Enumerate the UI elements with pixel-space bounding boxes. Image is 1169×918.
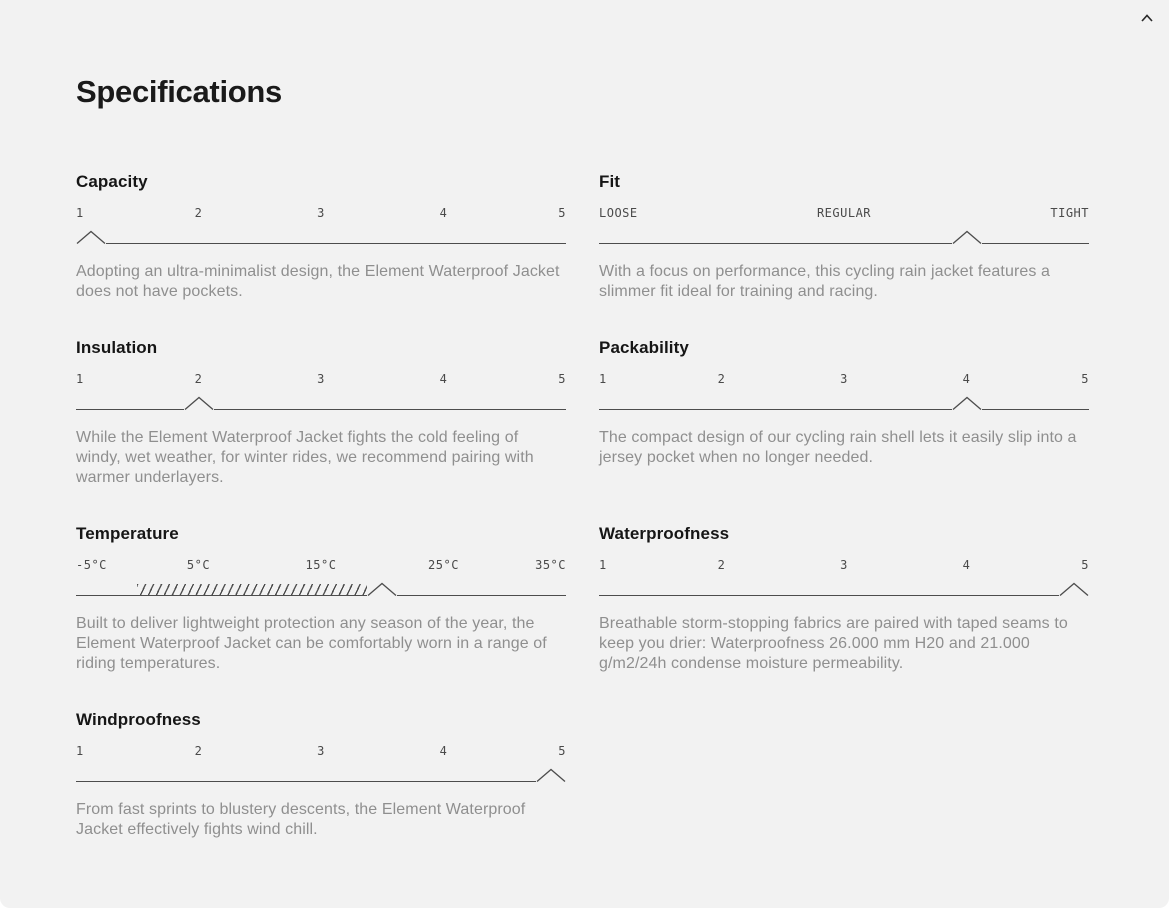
- spec-label: Temperature: [76, 524, 179, 543]
- spec-description: The compact design of our cycling rain shell lets it easily slip into a jersey pocket when no longer needed.: [599, 429, 1077, 466]
- scale-ticks: [599, 206, 1089, 221]
- spec-label: Fit: [599, 172, 621, 191]
- tick-label: 3: [317, 744, 325, 758]
- tick-label: 25°C: [428, 558, 459, 572]
- scale-ticks: [76, 744, 566, 759]
- tick-label: 3: [317, 372, 325, 386]
- tick-label: -5°C: [76, 558, 107, 572]
- scale-ticks: [76, 558, 566, 573]
- scale-ticks: [76, 372, 566, 387]
- slider-track: [76, 230, 566, 244]
- spec-label: Insulation: [76, 338, 158, 357]
- spec-description: Breathable storm-stopping fabrics are paired with taped seams to keep you drier: Waterproofness 26.000 mm H20 and 21.000 g/m2/24h condense moisture permeability.: [599, 615, 1068, 672]
- tick-label: 4: [962, 372, 971, 386]
- tick-label: 2: [717, 372, 726, 386]
- spec-description: Built to deliver lightweight protection any season of the year, the Element Waterproof Jacket can be comfortably worn in a range of riding temperatures.: [76, 615, 547, 672]
- slider-track: [76, 582, 566, 596]
- spec-description: With a focus on performance, this cycling rain jacket features a slimmer fit ideal for training and racing.: [599, 263, 1051, 300]
- spec-description: While the Element Waterproof Jacket fights the cold feeling of windy, wet weather, for winter rides, we recommend pairing with warmer underlayers.: [76, 429, 534, 486]
- tick-label: LOOSE: [599, 206, 638, 220]
- spec-description: From fast sprints to blustery descents, the Element Waterproof Jacket effectively fights wind chill.: [76, 801, 526, 838]
- tick-label: 4: [439, 372, 448, 386]
- spec-block-capacity: [76, 172, 566, 302]
- specs-grid: [76, 172, 1089, 840]
- tick-label: REGULAR: [816, 206, 872, 220]
- tick-label: 1: [76, 206, 84, 220]
- tick-label: 3: [317, 206, 325, 220]
- tick-label: 3: [840, 372, 848, 386]
- spec-description: Adopting an ultra-minimalist design, the Element Waterproof Jacket does not have pockets.: [76, 263, 560, 300]
- tick-label: 4: [439, 744, 448, 758]
- spec-block-windproofness: [76, 710, 566, 840]
- tick-label: 2: [194, 744, 203, 758]
- collapse-section-button[interactable]: [1135, 6, 1159, 30]
- tick-label: 1: [76, 744, 84, 758]
- spec-block-packability: [599, 338, 1089, 488]
- slider-track: [599, 396, 1089, 410]
- scale-ticks: [599, 372, 1089, 387]
- tick-label: 35°C: [535, 558, 566, 572]
- scale-ticks: [599, 558, 1089, 573]
- slider-track: [599, 582, 1089, 596]
- tick-label: 5: [1081, 558, 1089, 572]
- tick-label: 1: [76, 372, 84, 386]
- tick-label: 1: [599, 372, 607, 386]
- tick-label: 4: [439, 206, 448, 220]
- marker-caret-icon: [952, 230, 982, 244]
- spec-label: Packability: [599, 338, 689, 357]
- marker-caret-icon: [184, 396, 214, 410]
- tick-label: 5: [558, 744, 566, 758]
- tick-label: 2: [717, 558, 726, 572]
- spec-block-fit: [599, 172, 1089, 302]
- spec-block-insulation: [76, 338, 566, 488]
- slider-track: [76, 396, 566, 410]
- chevron-up-icon: [1139, 12, 1155, 24]
- scale-ticks: [76, 206, 566, 221]
- tick-label: 5°C: [186, 558, 211, 572]
- marker-caret-icon: [536, 768, 566, 782]
- tick-label: TIGHT: [1050, 206, 1089, 220]
- spec-label: Capacity: [76, 172, 148, 191]
- tick-label: 1: [599, 558, 607, 572]
- tick-label: 2: [194, 206, 203, 220]
- range-hatch: [137, 584, 368, 595]
- slider-track: [76, 768, 566, 782]
- tick-label: 3: [840, 558, 848, 572]
- tick-label: 5: [558, 206, 566, 220]
- tick-label: 5: [1081, 372, 1089, 386]
- tick-label: 2: [194, 372, 203, 386]
- marker-caret-icon: [1059, 582, 1089, 596]
- marker-caret-icon: [952, 396, 982, 410]
- spec-block-temperature: [76, 524, 566, 674]
- spec-label: Waterproofness: [599, 524, 730, 543]
- spec-label: Windproofness: [76, 710, 201, 729]
- tick-label: 5: [558, 372, 566, 386]
- page-title: Specifications: [76, 74, 282, 109]
- spec-block-waterproofness: [599, 524, 1089, 674]
- tick-label: 4: [962, 558, 971, 572]
- tick-label: 15°C: [305, 558, 337, 572]
- slider-track: [599, 230, 1089, 244]
- marker-caret-icon: [76, 230, 106, 244]
- marker-caret-icon: [367, 582, 397, 596]
